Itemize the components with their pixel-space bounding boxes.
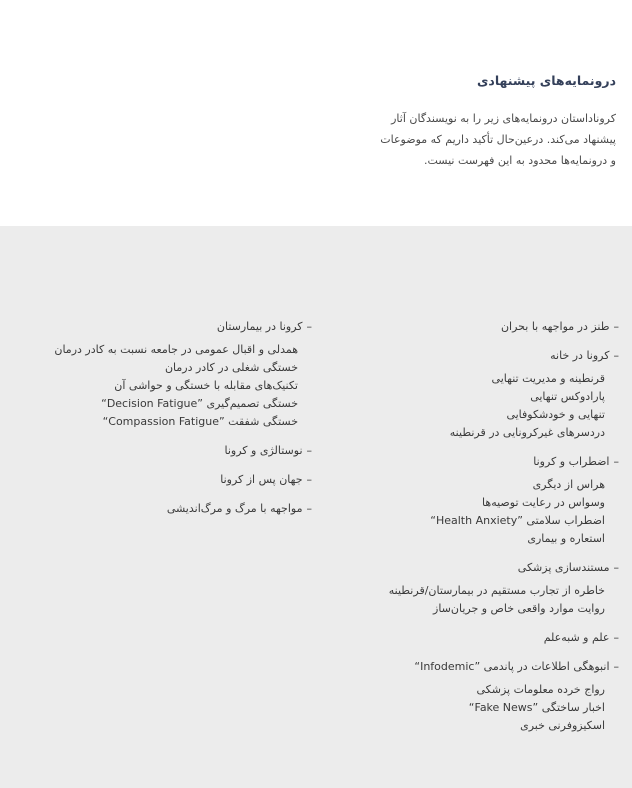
topic-title bbox=[12, 500, 312, 518]
subtopic-item: استعاره و بیماری bbox=[527, 532, 605, 545]
intro-block bbox=[366, 72, 616, 171]
subtopic-list bbox=[12, 341, 312, 431]
topic-group bbox=[339, 453, 619, 548]
dash-bullet: – bbox=[613, 455, 619, 468]
topic-group bbox=[339, 318, 619, 336]
topic-title bbox=[12, 471, 312, 489]
dash-bullet: – bbox=[306, 473, 312, 486]
topic-title-label: انبوهگی اطلاعات در پاندمی ”Infodemic“ bbox=[414, 660, 610, 673]
intro-line: کروناداستان درونمایه‌های زیر را به نویسندگان آثار bbox=[391, 112, 616, 125]
dash-bullet: – bbox=[306, 320, 312, 333]
subtopic-item: خستگی شغلی در کادر درمان bbox=[164, 361, 298, 374]
subtopic-list bbox=[339, 681, 619, 735]
topics-left-column bbox=[12, 318, 312, 529]
topic-title bbox=[339, 347, 619, 365]
topic-title bbox=[339, 318, 619, 336]
subtopic-item: اخبار ساختگی ”Fake News“ bbox=[468, 701, 605, 714]
intro-line: و درونمایه‌ها محدود به این فهرست نیست. bbox=[423, 154, 616, 167]
topic-group bbox=[12, 318, 312, 431]
topic-title bbox=[339, 453, 619, 471]
topic-title-label: مستندسازی پزشکی bbox=[517, 561, 610, 574]
topic-title bbox=[339, 629, 619, 647]
subtopic-item: وسواس در رعایت توصیه‌ها bbox=[482, 496, 605, 509]
topics-right-column bbox=[339, 318, 619, 746]
topic-group bbox=[12, 500, 312, 518]
subtopic-item: هراس از دیگری bbox=[532, 478, 605, 491]
subtopic-list bbox=[339, 370, 619, 442]
topic-title bbox=[339, 658, 619, 676]
topic-title bbox=[12, 442, 312, 460]
topic-title-label: کرونا در بیمارستان bbox=[216, 320, 303, 333]
subtopic-item: قرنطینه و مدیریت تنهایی bbox=[491, 372, 605, 385]
topic-group bbox=[339, 559, 619, 618]
topic-title-label: مواجهه با مرگ و مرگ‌اندیشی bbox=[166, 502, 303, 515]
dash-bullet: – bbox=[613, 349, 619, 362]
subtopic-item: اسکیزوفرنی خبری bbox=[520, 719, 605, 732]
dash-bullet: – bbox=[306, 502, 312, 515]
subtopic-list bbox=[339, 476, 619, 548]
intro-line: پیشنهاد می‌کند. درعین‌حال تأکید داریم که موضوعات bbox=[380, 133, 616, 146]
topic-title-label: جهان پس از کرونا bbox=[220, 473, 303, 486]
topic-group bbox=[339, 658, 619, 735]
subtopic-item: تنهایی و خودشکوفایی bbox=[506, 408, 605, 421]
topic-title-label: کرونا در خانه bbox=[550, 349, 610, 362]
dash-bullet: – bbox=[613, 320, 619, 333]
subtopic-item: اضطراب سلامتی ”Health Anxiety“ bbox=[430, 514, 605, 527]
intro-section bbox=[0, 0, 632, 226]
topic-group bbox=[12, 471, 312, 489]
subtopic-item: خستگی تصمیم‌گیری ”Decision Fatigue“ bbox=[101, 397, 298, 410]
subtopic-list bbox=[339, 582, 619, 618]
subtopic-item: همدلی و اقبال عمومی در جامعه نسبت به کادر درمان bbox=[54, 343, 298, 356]
page-title: درونمایه‌های پیشنهادی bbox=[476, 73, 616, 88]
subtopic-item: رواج خرده معلومات پزشکی bbox=[476, 683, 605, 696]
topic-title-label: طنز در مواجهه با بحران bbox=[500, 320, 610, 333]
subtopic-item: روایت موارد واقعی خاص و جریان‌ساز bbox=[433, 602, 605, 615]
topic-title-label: علم و شبه‌علم bbox=[543, 631, 610, 644]
topics-section bbox=[0, 226, 632, 788]
subtopic-item: خستگی شفقت ”Compassion Fatigue“ bbox=[102, 415, 298, 428]
subtopic-item: دردسرهای غیرکرونایی در قرنطینه bbox=[449, 426, 605, 439]
dash-bullet: – bbox=[613, 561, 619, 574]
topic-title-label: اضطراب و کرونا bbox=[533, 455, 610, 468]
subtopic-item: تکنیک‌های مقابله با خستگی و حواشی آن bbox=[114, 379, 298, 392]
dash-bullet: – bbox=[306, 444, 312, 457]
subtopic-item: خاطره از تجارب مستقیم در بیمارستان/قرنطینه bbox=[388, 584, 605, 597]
subtopic-item: پارادوکس تنهایی bbox=[530, 390, 605, 403]
topic-title bbox=[339, 559, 619, 577]
topic-group bbox=[339, 629, 619, 647]
topic-title bbox=[12, 318, 312, 336]
dash-bullet: – bbox=[613, 660, 619, 673]
topic-group bbox=[12, 442, 312, 460]
topic-group bbox=[339, 347, 619, 442]
topic-title-label: نوستالژی و کرونا bbox=[224, 444, 303, 457]
dash-bullet: – bbox=[613, 631, 619, 644]
